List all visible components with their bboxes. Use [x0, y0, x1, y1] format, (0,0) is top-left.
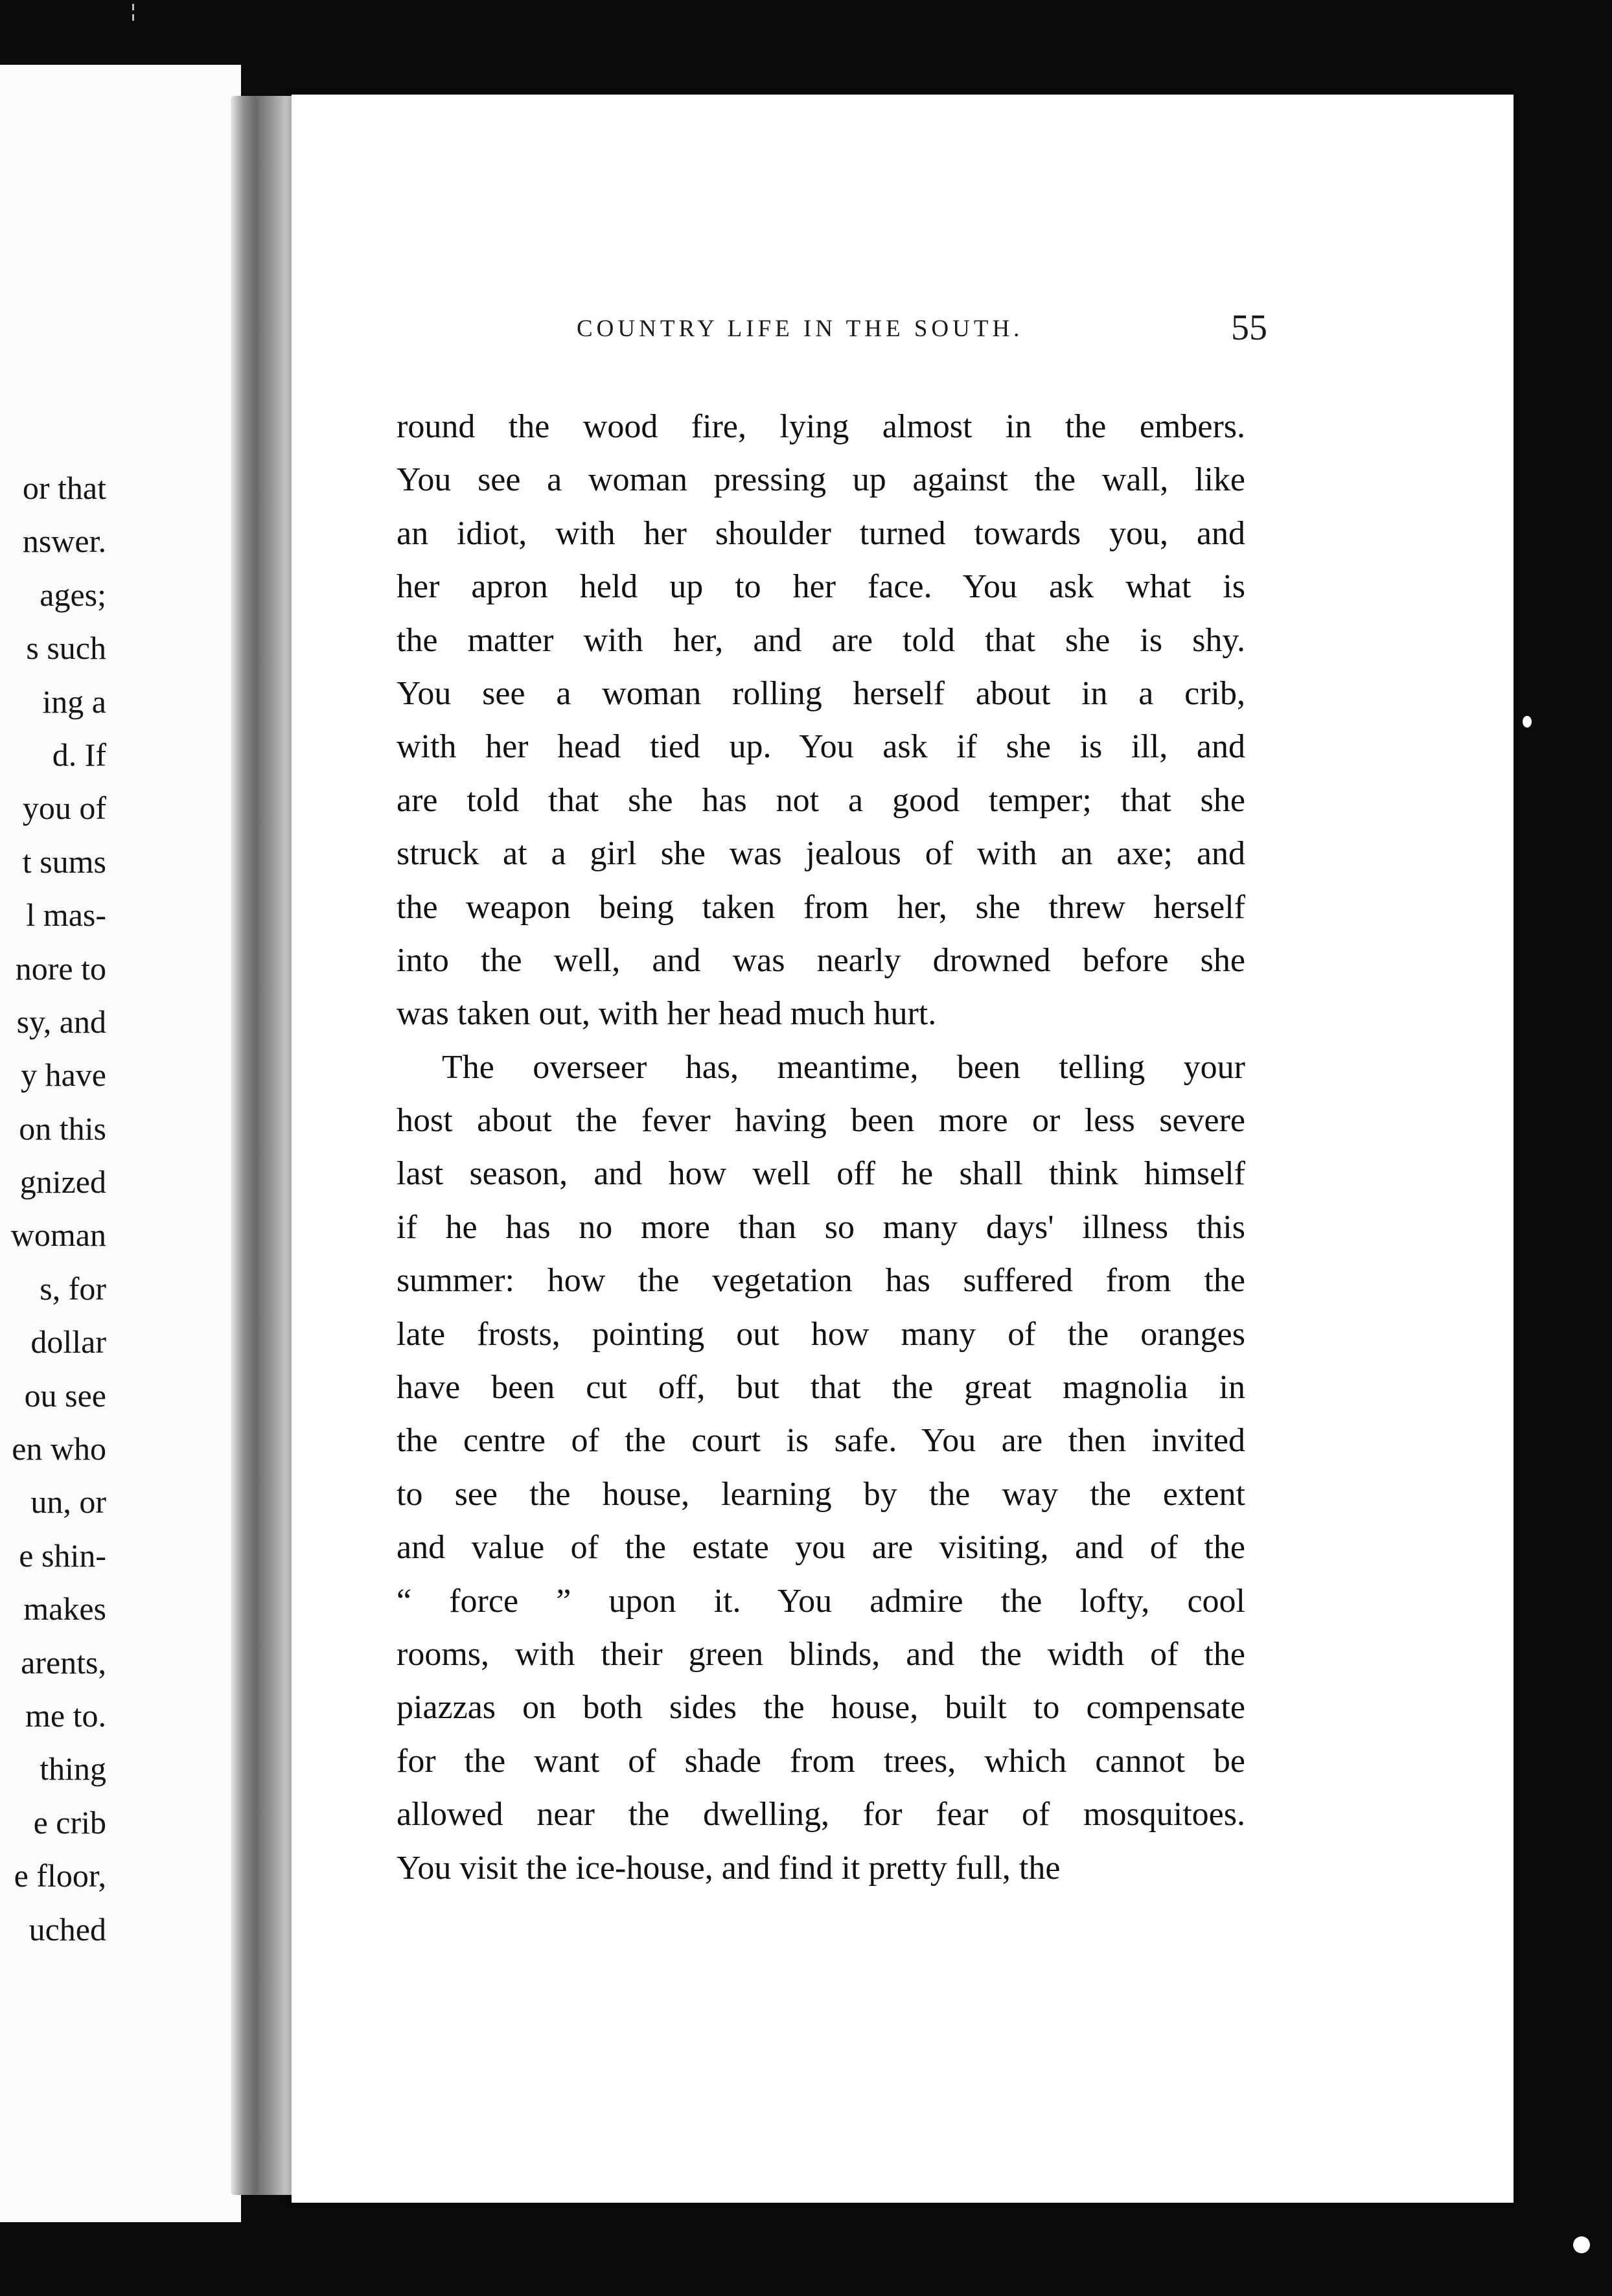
left-text-line: ages; [40, 576, 106, 613]
text-line: are told that she has not a good temper; that she [397, 781, 1245, 819]
page-number: 55 [1231, 308, 1267, 348]
text-line: was taken out, with her head much hurt. [397, 995, 937, 1033]
right-page [292, 95, 1514, 2203]
left-text-line: e floor, [14, 1857, 106, 1894]
text-line: round the wood fire, lying almost in the embers. [397, 408, 1245, 445]
left-text-line: nore to [15, 950, 106, 987]
left-text-line: woman [10, 1217, 106, 1254]
left-text-line: me to. [25, 1697, 106, 1734]
left-text-line: e crib [33, 1804, 106, 1841]
body-text [397, 400, 1245, 1895]
left-text-line: dollar [30, 1324, 106, 1360]
left-text-line: thing [40, 1751, 106, 1787]
left-text-line: uched [29, 1911, 106, 1947]
text-line: the weapon being taken from her, she threw herself [397, 888, 1245, 926]
left-text-line: ing a [42, 683, 106, 720]
text-line: host about the fever having been more or less severe [397, 1102, 1245, 1140]
text-line: You see a woman rolling herself about in a crib, [397, 674, 1245, 712]
left-text-line: s such [26, 630, 106, 667]
text-line: to see the house, learning by the way the extent [397, 1475, 1245, 1513]
left-text-line: you of [22, 790, 106, 827]
text-line: “ force ” upon it. You admire the lofty, cool [397, 1582, 1245, 1620]
left-text-line: arents, [21, 1644, 106, 1681]
text-line: with her head tied up. You ask if she is ill, and [397, 728, 1245, 766]
text-line: if he has no more than so many days' illness this [397, 1208, 1245, 1246]
left-text-line: l mas- [26, 897, 106, 934]
left-text-line: y have [21, 1057, 106, 1094]
left-text-line: e shin- [19, 1537, 106, 1574]
text-line: piazzas on both sides the house, built to compensate [397, 1689, 1245, 1727]
left-text-line: t sums [22, 843, 106, 880]
text-line: late frosts, pointing out how many of the oranges [397, 1315, 1245, 1353]
text-line: rooms, with their green blinds, and the width of the [397, 1635, 1245, 1673]
margin-speck [1523, 716, 1532, 728]
left-text-line: nswer. [22, 523, 106, 560]
text-line: for the want of shade from trees, which cannot be [397, 1742, 1245, 1780]
left-text-line: ou see [24, 1377, 106, 1414]
text-line: The overseer has, meantime, been telling your [442, 1048, 1245, 1086]
left-text-line: on this [19, 1110, 106, 1147]
margin-speck [1502, 1692, 1512, 1706]
text-line: last season, and how well off he shall think himself [397, 1155, 1245, 1193]
left-text-line: en who [12, 1430, 106, 1467]
text-line: into the well, and was nearly drowned before she [397, 941, 1245, 979]
corner-speck [130, 0, 139, 39]
text-line: struck at a girl she was jealous of with an axe; and [397, 835, 1245, 873]
left-text-line: d. If [52, 736, 106, 773]
left-text-line: or that [22, 470, 106, 506]
left-page-text-column [0, 461, 106, 1956]
text-line: the matter with her, and are told that she is shy. [397, 621, 1245, 659]
text-line: have been cut off, but that the great magnolia in [397, 1369, 1245, 1406]
left-text-line: sy, and [16, 1003, 106, 1040]
text-line: an idiot, with her shoulder turned towards you, and [397, 514, 1245, 552]
margin-speck [1573, 2236, 1590, 2253]
text-line: the centre of the court is safe. You are then invited [397, 1422, 1245, 1460]
text-line: summer: how the vegetation has suffered from the [397, 1262, 1245, 1300]
running-head: COUNTRY LIFE IN THE SOUTH. [577, 316, 1024, 342]
text-line: You see a woman pressing up against the wall, like [397, 461, 1245, 499]
left-text-line: un, or [30, 1484, 106, 1521]
text-line: allowed near the dwelling, for fear of mosquitoes. [397, 1796, 1245, 1833]
text-line: You visit the ice-house, and find it pretty full, the [397, 1849, 1061, 1887]
left-text-line: s, for [40, 1270, 106, 1307]
text-line: and value of the estate you are visiting, and of the [397, 1529, 1245, 1567]
left-facing-page [0, 65, 241, 2222]
text-line: her apron held up to her face. You ask what is [397, 568, 1245, 606]
left-text-line: makes [23, 1590, 106, 1627]
left-text-line: gnized [19, 1164, 106, 1200]
